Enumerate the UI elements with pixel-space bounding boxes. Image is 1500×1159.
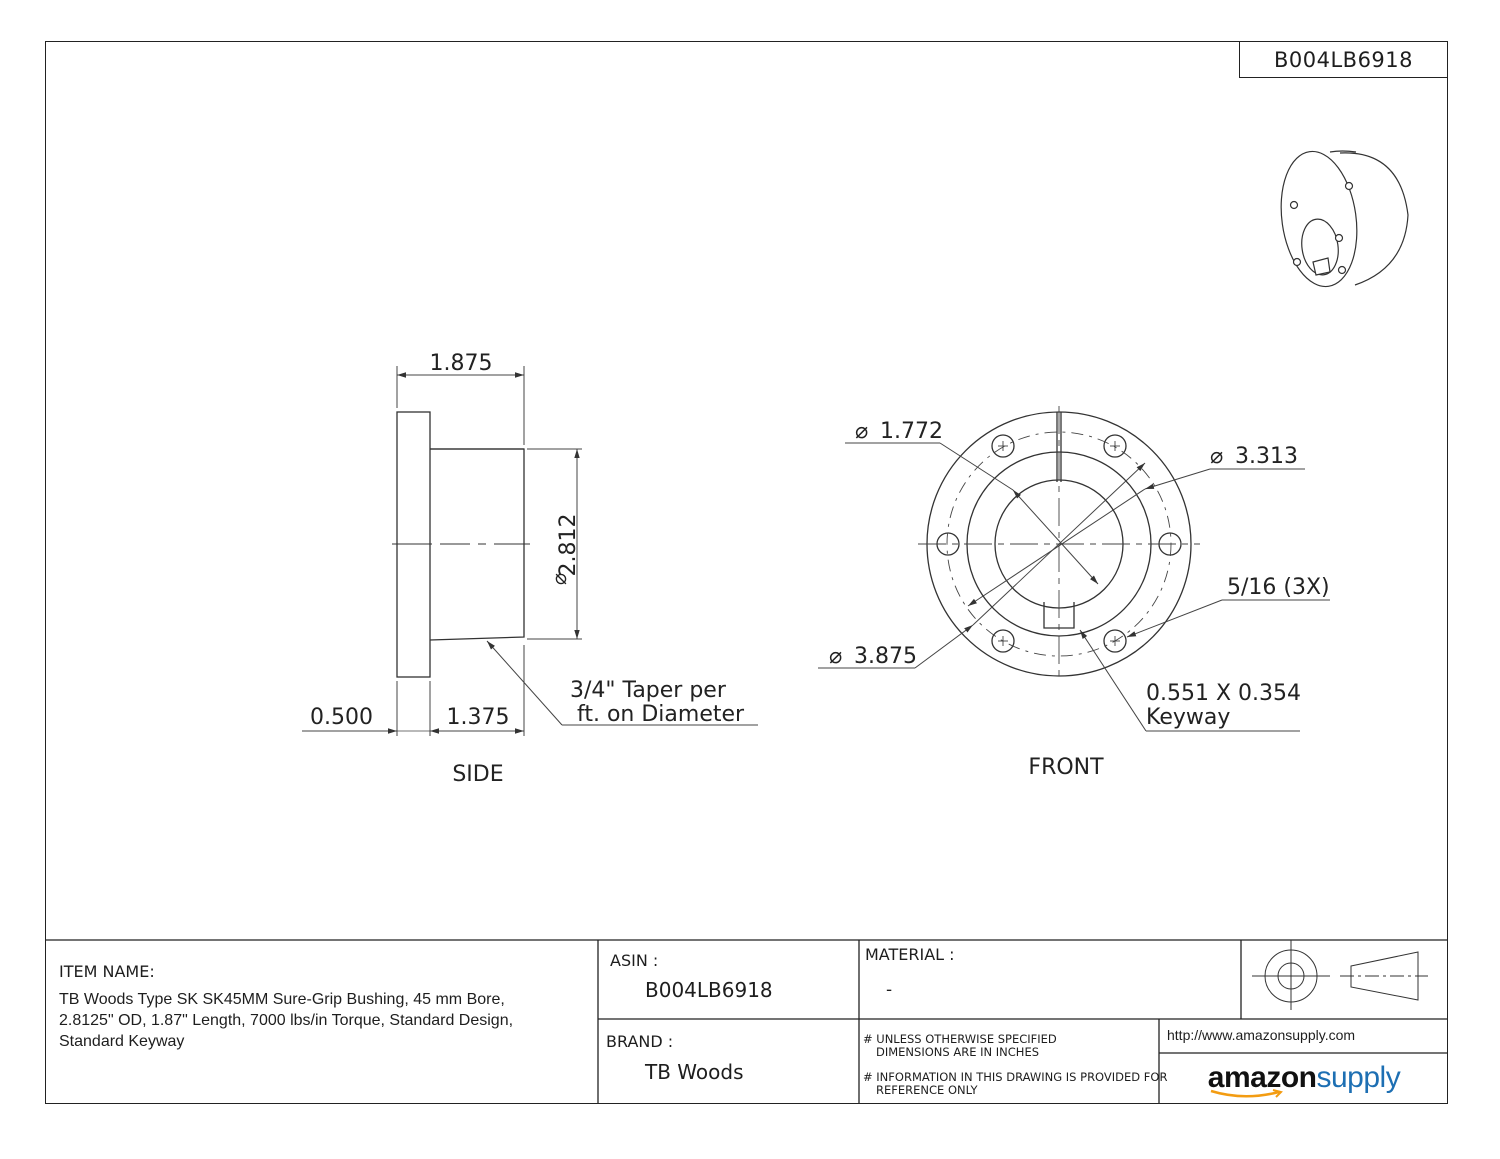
asin-label: ASIN : — [610, 951, 659, 970]
front-view-label: FRONT — [1028, 755, 1104, 780]
note-units-line2: DIMENSIONS ARE IN INCHES — [876, 1045, 1040, 1059]
iso-view — [1273, 147, 1408, 292]
asin-value: B004LB6918 — [645, 978, 773, 1002]
side-dim-length: 1.875 — [429, 351, 493, 376]
amazonsupply-logo — [1160, 1055, 1448, 1104]
taper-note-line1: 3/4" Taper per — [570, 678, 726, 703]
front-view-text — [829, 419, 1330, 780]
logo-amazon-part: amazon — [1207, 1060, 1317, 1094]
side-view-text — [310, 351, 745, 787]
side-view-label: SIDE — [452, 762, 504, 787]
front-dim-bolt-circle: 3.313 — [1235, 444, 1298, 469]
side-dim-diameter: 2.812 — [556, 513, 581, 577]
website-link[interactable]: http://www.amazonsupply.com — [1167, 1027, 1356, 1043]
note-reference-line1: # INFORMATION IN THIS DRAWING IS PROVIDED FOR — [863, 1070, 1168, 1084]
side-view-geometry — [392, 412, 530, 677]
side-dim-flange: 0.500 — [310, 705, 373, 730]
note-reference-line2: REFERENCE ONLY — [876, 1083, 978, 1097]
diameter-symbol: ⌀ — [1210, 444, 1224, 469]
logo-supply-part: supply — [1316, 1060, 1401, 1094]
logo-smile-icon — [1209, 1089, 1289, 1099]
brand-value: TB Woods — [645, 1060, 744, 1084]
item-name-label: ITEM NAME: — [59, 962, 155, 981]
diameter-symbol: ⌀ — [547, 572, 571, 585]
front-dim-outer: 3.875 — [854, 644, 917, 669]
front-dim-bore: 1.772 — [880, 419, 943, 444]
diameter-symbol: ⌀ — [829, 644, 843, 669]
brand-label: BRAND : — [606, 1032, 674, 1051]
front-view-centerlines — [918, 406, 1200, 680]
diameter-symbol: ⌀ — [855, 419, 869, 444]
material-label: MATERIAL : — [865, 945, 955, 964]
drawing-id: B004LB6918 — [1273, 47, 1414, 72]
material-value: - — [886, 980, 893, 1000]
item-name-value: TB Woods Type SK SK45MM Sure-Grip Bushing, 45 mm Bore, 2.8125" OD, 1.87" Length, 7000 lbs/in Torque, Standard Design, Standard Keyway — [59, 991, 514, 1050]
keyway-line2: Keyway — [1146, 705, 1231, 730]
note-units-line1: # UNLESS OTHERWISE SPECIFIED — [863, 1032, 1057, 1046]
keyway-line1: 0.551 X 0.354 — [1146, 681, 1302, 706]
taper-note-line2: ft. on Diameter — [577, 702, 745, 727]
side-dim-body: 1.375 — [446, 705, 510, 730]
front-dim-holes: 5/16 (3X) — [1227, 575, 1330, 600]
projection-symbol — [1252, 940, 1428, 1010]
